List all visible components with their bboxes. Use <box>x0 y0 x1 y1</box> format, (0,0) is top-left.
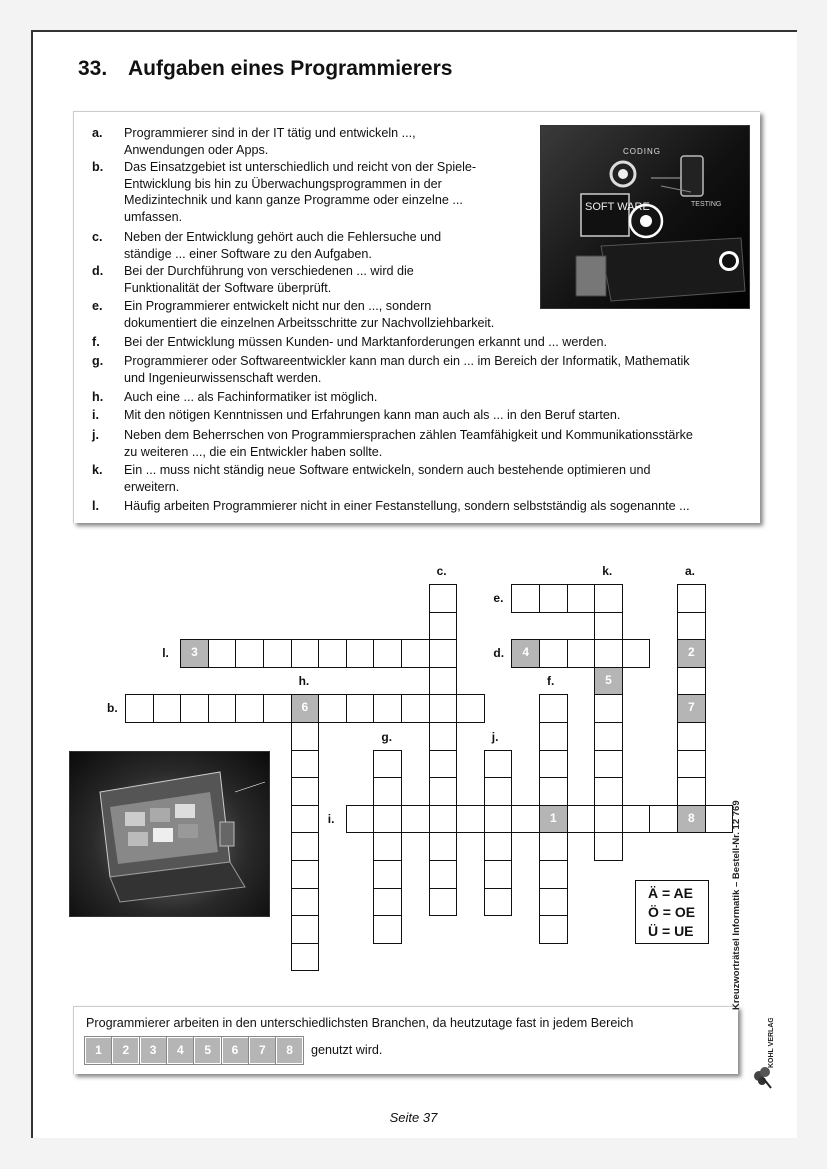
clue-letter: k. <box>92 463 103 477</box>
word-label: j. <box>491 729 499 744</box>
publisher-logo <box>749 1018 789 1090</box>
coding-illustration <box>541 126 749 308</box>
crossword-cell[interactable] <box>346 639 375 668</box>
crossword-cell[interactable] <box>484 832 513 861</box>
clue-letter: d. <box>92 264 104 278</box>
clue-letter: j. <box>92 428 99 442</box>
crossword-cell[interactable] <box>539 639 568 668</box>
clue-line: Anwendungen oder Apps. <box>124 142 269 157</box>
clue-line: Ein ... muss nicht ständig neue Software entwickeln, sondern auch bestehende optimieren und <box>124 463 651 477</box>
crossword-cell[interactable] <box>291 777 320 806</box>
crossword-cell[interactable] <box>429 639 458 668</box>
crossword-cell[interactable] <box>594 694 623 723</box>
word-label: h. <box>298 674 310 689</box>
phone-icon <box>681 156 703 196</box>
solution-cell[interactable]: 7 <box>249 1037 276 1064</box>
crossword-cell[interactable] <box>484 805 513 834</box>
testing-label: TESTING <box>691 201 722 208</box>
solution-letter-cell[interactable]: 3 <box>180 639 209 668</box>
crossword-cell[interactable] <box>539 860 568 889</box>
solution-letter-cell[interactable]: 1 <box>539 805 568 834</box>
legend-line: Ö = OE <box>648 904 696 920</box>
clue-text <box>124 498 784 515</box>
clue-text <box>124 389 784 406</box>
solution-sentence: Programmierer arbeiten in den unterschiedlichsten Branchen, da heutzutage fast in jedem Bereich <box>86 1016 634 1030</box>
crossword-cell[interactable] <box>622 805 651 834</box>
clue-line: Programmierer sind in der IT tätig und entwickeln ..., <box>124 126 416 140</box>
crossword-cell[interactable] <box>429 777 458 806</box>
crossword-cell[interactable] <box>373 888 402 917</box>
crossword-cell[interactable] <box>373 777 402 806</box>
clue-letter: b. <box>92 160 104 174</box>
clue-line: Ein Programmierer entwickelt nicht nur den ..., sondern <box>124 299 432 313</box>
crossword-cell[interactable] <box>429 860 458 889</box>
clue-letter: e. <box>92 299 103 313</box>
crossword-cell[interactable] <box>429 888 458 917</box>
clue-letter: i. <box>92 408 99 422</box>
clue-line: Häufig arbeiten Programmierer nicht in einer Festanstellung, sondern selbstständig als sogenannte ... <box>124 499 690 513</box>
crossword-cell[interactable] <box>594 777 623 806</box>
clue-text <box>124 334 784 351</box>
crossword-cell[interactable] <box>318 694 347 723</box>
clue-text <box>124 263 544 296</box>
crossword-cell[interactable] <box>429 832 458 861</box>
crossword-cell[interactable] <box>429 694 458 723</box>
solution-letter-cell[interactable]: 8 <box>677 805 706 834</box>
crossword-cell[interactable] <box>567 639 596 668</box>
crossword-cell[interactable] <box>208 694 237 723</box>
page-number: Seite 37 <box>389 1110 438 1125</box>
crossword-cell[interactable] <box>594 722 623 751</box>
crossword-cell[interactable] <box>539 888 568 917</box>
word-label: l. <box>162 646 169 661</box>
crossword-cell[interactable] <box>484 750 513 779</box>
clue-line: dokumentiert die einzelnen Arbeitsschritte zur Nachvollziehbarkeit. <box>124 315 495 330</box>
solution-cell[interactable]: 8 <box>276 1037 303 1064</box>
legend-line: Ü = UE <box>648 923 694 939</box>
crossword-cell[interactable] <box>346 694 375 723</box>
word-label: k. <box>602 564 613 578</box>
clue-letter: c. <box>92 230 103 244</box>
crossword-cell[interactable] <box>539 584 568 613</box>
crossword-cell[interactable] <box>291 860 320 889</box>
crossword-cell[interactable] <box>594 612 623 641</box>
clue-line: Medizintechnik und kann ganze Programme oder einzelne ... <box>124 193 463 207</box>
crossword-cell[interactable] <box>429 612 458 641</box>
title-number: 33. <box>78 57 108 80</box>
solution-letter-cell[interactable]: 6 <box>291 694 320 723</box>
crossword-cell[interactable] <box>291 722 320 751</box>
coding-photo <box>540 125 750 309</box>
crossword-cell[interactable] <box>539 694 568 723</box>
title-text: Aufgaben eines Programmierers <box>128 57 453 80</box>
crossword-cell[interactable] <box>373 915 402 944</box>
crossword-cell[interactable] <box>677 777 706 806</box>
solution-cell[interactable]: 2 <box>112 1037 139 1064</box>
page-title <box>78 57 452 81</box>
crossword-cell[interactable] <box>235 639 264 668</box>
word-label: e. <box>493 591 504 605</box>
clue-text <box>124 298 584 331</box>
crossword-cell[interactable] <box>429 584 458 613</box>
crossword-cell[interactable] <box>456 694 485 723</box>
crossword-cell[interactable] <box>429 750 458 779</box>
solution-cell[interactable]: 6 <box>222 1037 249 1064</box>
word-label: i. <box>327 811 335 826</box>
clue-text <box>124 229 544 262</box>
crossword-cell[interactable] <box>401 694 430 723</box>
clue-line: Programmierer oder Softwareentwickler kann man durch ein ... im Bereich der Informatik, Mathematik <box>124 354 690 368</box>
crossword-cell[interactable] <box>677 612 706 641</box>
crossword-cell[interactable] <box>180 694 209 723</box>
word-label: f. <box>547 674 555 689</box>
legend-line: Ä = AE <box>648 885 693 901</box>
clue-letter: a. <box>92 126 103 140</box>
crossword-cell[interactable] <box>373 694 402 723</box>
clue-text <box>124 427 784 460</box>
crossword-cell[interactable] <box>401 639 430 668</box>
software-label: SOFT WARE <box>585 201 650 213</box>
clue-line: Neben dem Beherrschen von Programmiersprachen zählen Teamfähigkeit und Kommunikationsstärke <box>124 428 693 442</box>
solution-cell[interactable]: 5 <box>194 1037 221 1064</box>
crossword-cell[interactable] <box>291 915 320 944</box>
crossword-cell[interactable] <box>484 777 513 806</box>
clue-letter: g. <box>92 354 104 368</box>
crossword-cell[interactable] <box>373 750 402 779</box>
crossword-cell[interactable] <box>539 722 568 751</box>
crossword-cell[interactable] <box>649 805 678 834</box>
logo-text: KOHL VERLAG <box>768 1018 775 1068</box>
solution-letter-cell[interactable]: 4 <box>511 639 540 668</box>
crossword-cell[interactable] <box>318 639 347 668</box>
solution-cell[interactable]: 1 <box>85 1037 112 1064</box>
crossword-cell[interactable] <box>373 805 402 834</box>
solution-letter-cell[interactable]: 7 <box>677 694 706 723</box>
tree-logo-icon <box>749 1018 789 1090</box>
crossword-cell[interactable] <box>291 750 320 779</box>
crossword-cell[interactable] <box>484 860 513 889</box>
crossword-cell[interactable] <box>677 667 706 696</box>
clue-text <box>124 407 784 424</box>
crossword-cell[interactable] <box>622 639 651 668</box>
crossword-cell[interactable] <box>429 805 458 834</box>
computer-photo <box>69 751 270 917</box>
crossword-cell[interactable] <box>594 805 623 834</box>
clue-line: Entwicklung bis hin zu Überwachungsprogrammen in der <box>124 176 442 191</box>
crossword-cell[interactable] <box>125 694 154 723</box>
clue-line: Neben der Entwicklung gehört auch die Fehlersuche und <box>124 230 442 244</box>
crossword-cell[interactable] <box>208 639 237 668</box>
crossword-cell[interactable] <box>594 750 623 779</box>
clue-line: Mit den nötigen Kenntnissen und Erfahrungen kann man auch als ... in den Beruf starten. <box>124 408 621 422</box>
crossword-cell[interactable] <box>235 694 264 723</box>
crossword-cell[interactable] <box>291 832 320 861</box>
crossword-cell[interactable] <box>539 915 568 944</box>
clue-letter: f. <box>92 335 100 349</box>
crossword-cell[interactable] <box>373 639 402 668</box>
crossword-cell[interactable] <box>511 805 540 834</box>
word-label: g. <box>381 729 393 744</box>
crossword-cell[interactable] <box>291 639 320 668</box>
clue-line: und Ingenieurwissenschaft werden. <box>124 370 322 385</box>
crossword-cell[interactable] <box>567 805 596 834</box>
solution-cell[interactable]: 3 <box>140 1037 167 1064</box>
crossword-cell[interactable] <box>677 722 706 751</box>
crossword-cell[interactable] <box>263 639 292 668</box>
clue-text <box>124 125 544 158</box>
crossword-cell[interactable] <box>594 584 623 613</box>
clue-line: Bei der Entwicklung müssen Kunden- und Marktanforderungen erkannt und ... werden. <box>124 335 608 349</box>
clue-text <box>124 462 784 495</box>
crossword-cell[interactable] <box>539 750 568 779</box>
crossword-cell[interactable] <box>539 777 568 806</box>
clue-line: Das Einsatzgebiet ist unterschiedlich und reicht von der Spiele- <box>124 160 477 174</box>
crossword-cell[interactable] <box>705 805 734 834</box>
clue-text <box>124 353 784 386</box>
crossword-cell[interactable] <box>567 584 596 613</box>
word-label: c. <box>436 564 447 578</box>
phone-icon <box>220 822 234 846</box>
clue-line: ständige ... einer Software zu den Aufgaben. <box>124 246 372 261</box>
crossword-cell[interactable] <box>677 750 706 779</box>
crossword-cell[interactable] <box>594 832 623 861</box>
crossword-cell[interactable] <box>373 832 402 861</box>
clue-line: Bei der Durchführung von verschiedenen ... wird die <box>124 264 414 278</box>
crossword-cell[interactable] <box>291 805 320 834</box>
crossword-cell[interactable] <box>401 805 430 834</box>
crossword-cell[interactable] <box>346 805 375 834</box>
solution-letter-cell[interactable]: 2 <box>677 639 706 668</box>
coding-label: CODING <box>623 147 661 156</box>
crossword-cell[interactable] <box>263 694 292 723</box>
umlaut-legend <box>635 880 709 944</box>
clue-line: erweitern. <box>124 479 180 494</box>
crossword-cell[interactable] <box>291 888 320 917</box>
crossword-cell[interactable] <box>511 584 540 613</box>
clue-line: zu weiteren ..., die ein Entwickler haben sollte. <box>124 444 383 459</box>
clue-letter: l. <box>92 499 99 513</box>
word-label: d. <box>493 646 505 661</box>
crossword-cell[interactable] <box>429 667 458 696</box>
crossword-cell[interactable] <box>429 722 458 751</box>
crossword-cell[interactable] <box>153 694 182 723</box>
word-label: a. <box>685 564 696 578</box>
clue-line: Funktionalität der Software überprüft. <box>124 280 332 295</box>
crossword-cell[interactable] <box>539 832 568 861</box>
word-label: b. <box>107 701 118 716</box>
crossword-cell[interactable] <box>373 860 402 889</box>
clue-line: Auch eine ... als Fachinformatiker ist möglich. <box>124 390 378 404</box>
crossword-cell[interactable] <box>291 943 320 972</box>
crossword-cell[interactable] <box>484 888 513 917</box>
solution-sentence-end: genutzt wird. <box>311 1043 383 1057</box>
clue-line: umfassen. <box>124 209 183 224</box>
solution-letter-cell[interactable]: 5 <box>594 667 623 696</box>
clue-text <box>124 159 544 225</box>
crossword-cell[interactable] <box>594 639 623 668</box>
crossword-cell[interactable] <box>677 584 706 613</box>
clue-letter: h. <box>92 390 104 404</box>
solution-cell[interactable]: 4 <box>167 1037 194 1064</box>
devices-illustration <box>70 752 269 916</box>
crossword-cell[interactable] <box>456 805 485 834</box>
publisher-order-number: Kreuzworträtsel Informatik – Bestell-Nr. 12 769 <box>731 800 742 1010</box>
